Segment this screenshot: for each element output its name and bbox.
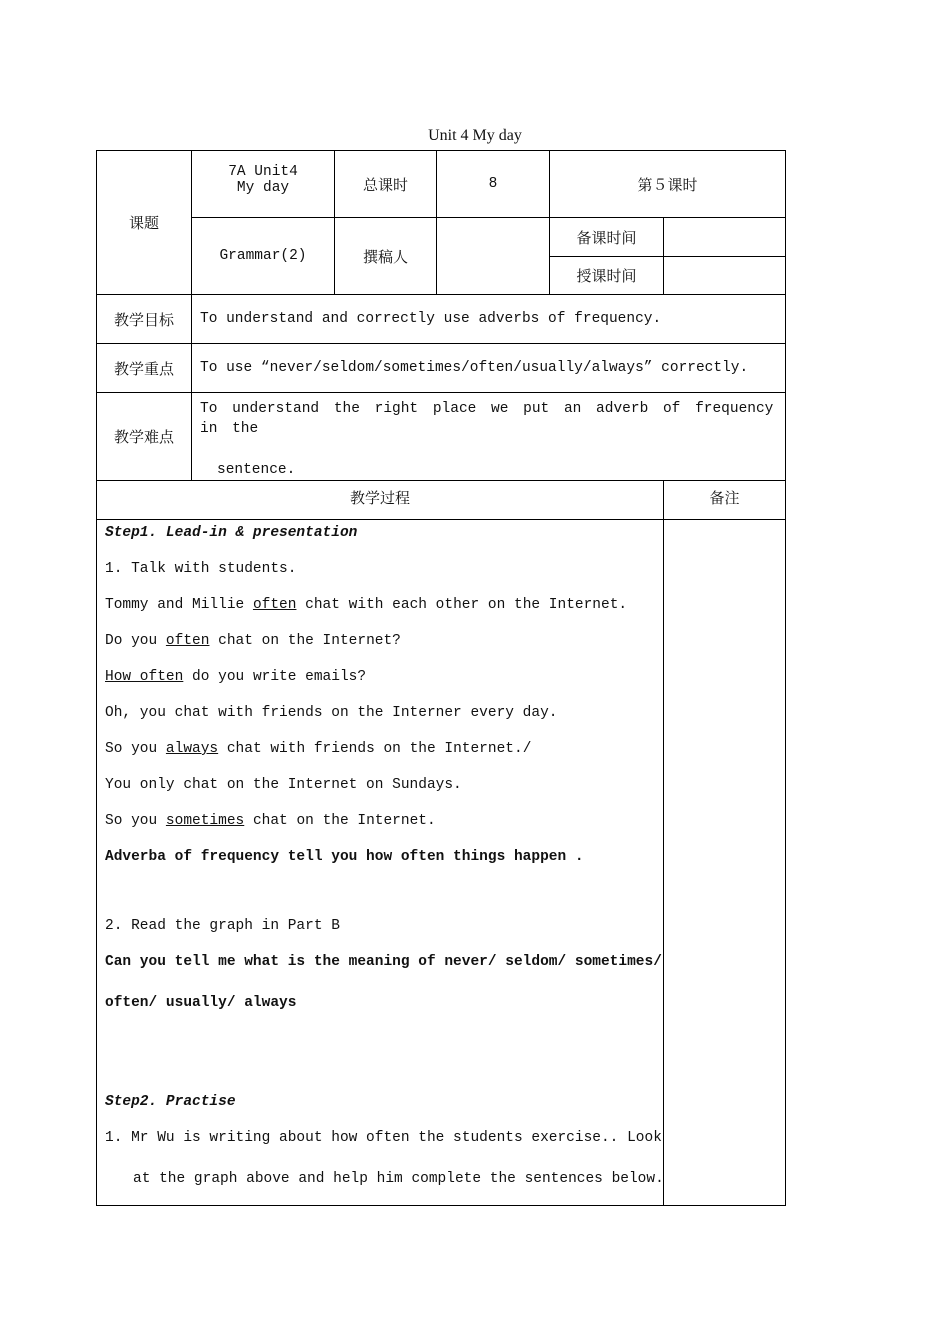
step1-question-line1: Can you tell me what is the meaning of never/ seldom/ sometimes/ [105, 954, 662, 970]
prep-time-label-cell [550, 218, 664, 257]
difficulty-label-cell [97, 393, 192, 481]
topic-cell: 7A Unit4 My day [192, 151, 335, 218]
process-body-cell [97, 520, 664, 1206]
difficulty-line-1-text: To understand the right place we put an adverb of frequency in the [200, 401, 774, 437]
prep-time-label: 备课时间 [576, 228, 637, 247]
prep-time-value-cell [664, 218, 786, 257]
writer-label-cell [335, 218, 437, 295]
total-hours-label: 总课时 [362, 175, 408, 194]
step1-bold-statement: Adverba of frequency tell you how often things happen . [105, 849, 584, 865]
document-title: Unit 4 My day [428, 127, 522, 144]
key-point-label-cell [97, 344, 192, 393]
step1-line4: Oh, you chat with friends on the Interner every day. [105, 705, 558, 721]
topic-label-cell [97, 151, 192, 295]
lesson-number-cell [550, 151, 786, 218]
step2-item1-line2: at the graph above and help him complete the sentences below. [133, 1171, 664, 1187]
blank-line [105, 1029, 655, 1092]
underlined-word: sometimes [165, 813, 245, 829]
underlined-word: How often [105, 669, 184, 685]
notes-header-cell [664, 481, 786, 520]
difficulty-text-cell [192, 393, 786, 481]
writer-label: 撰稿人 [362, 247, 408, 266]
step1-line2: Do you often chat on the Internet? [105, 633, 401, 649]
subtopic-cell [192, 218, 335, 295]
step1-item1: 1. Talk with students. [105, 561, 297, 577]
topic-line-1: 7A Unit4 [228, 164, 298, 180]
total-hours-value-cell [437, 151, 550, 218]
underlined-word: often [252, 597, 297, 613]
notes-body-cell [664, 520, 786, 1206]
subtopic: Grammar(2) [219, 248, 307, 264]
goal-label-cell [97, 295, 192, 344]
key-point-label: 教学重点 [113, 359, 174, 378]
total-hours-value: 8 [488, 176, 498, 192]
difficulty-line-1 [200, 399, 777, 439]
process-header-cell [97, 481, 664, 520]
key-point-text: To use “never/seldom/sometimes/often/usually/always” correctly. [200, 360, 749, 376]
teach-time-label: 授课时间 [576, 267, 637, 285]
step1-line7: So you sometimes chat on the Internet. [105, 813, 436, 829]
key-point-text-cell [192, 344, 786, 393]
goal-label: 教学目标 [113, 310, 174, 329]
step1-line3: How often do you write emails? [105, 669, 367, 685]
underlined-word: always [165, 741, 219, 757]
lesson-plan-table [96, 150, 786, 1206]
step1-title: Step1. Lead-in & presentation [105, 525, 358, 541]
step1-item2: 2. Read the graph in Part B [105, 918, 340, 934]
topic-label: 课题 [128, 214, 159, 232]
difficulty-label: 教学难点 [113, 428, 174, 446]
blank-line [105, 883, 655, 916]
step2-item1-line1: 1. Mr Wu is writing about how often the students exercise.. Look [105, 1130, 662, 1146]
difficulty-line-2: sentence. [217, 462, 296, 478]
teach-time-value-cell [664, 257, 786, 295]
step1-line6: You only chat on the Internet on Sundays. [105, 777, 462, 793]
writer-value-cell [437, 218, 550, 295]
step1-line1: Tommy and Millie often chat with each other on the Internet. [105, 597, 628, 613]
step1-question-line2: often/ usually/ always [105, 995, 297, 1011]
lesson-number: 第５课时 [637, 175, 698, 194]
step1-line5: So you always chat with friends on the Internet./ [105, 741, 532, 757]
underlined-word: often [165, 633, 210, 649]
notes-label: 备注 [709, 489, 740, 507]
process-label: 教学过程 [349, 489, 410, 507]
goal-text-cell [192, 295, 786, 344]
total-hours-label-cell [335, 151, 437, 218]
step2-title: Step2. Practise [105, 1094, 236, 1110]
teach-time-label-cell [550, 257, 664, 295]
goal-text: To understand and correctly use adverbs of frequency. [200, 311, 662, 327]
